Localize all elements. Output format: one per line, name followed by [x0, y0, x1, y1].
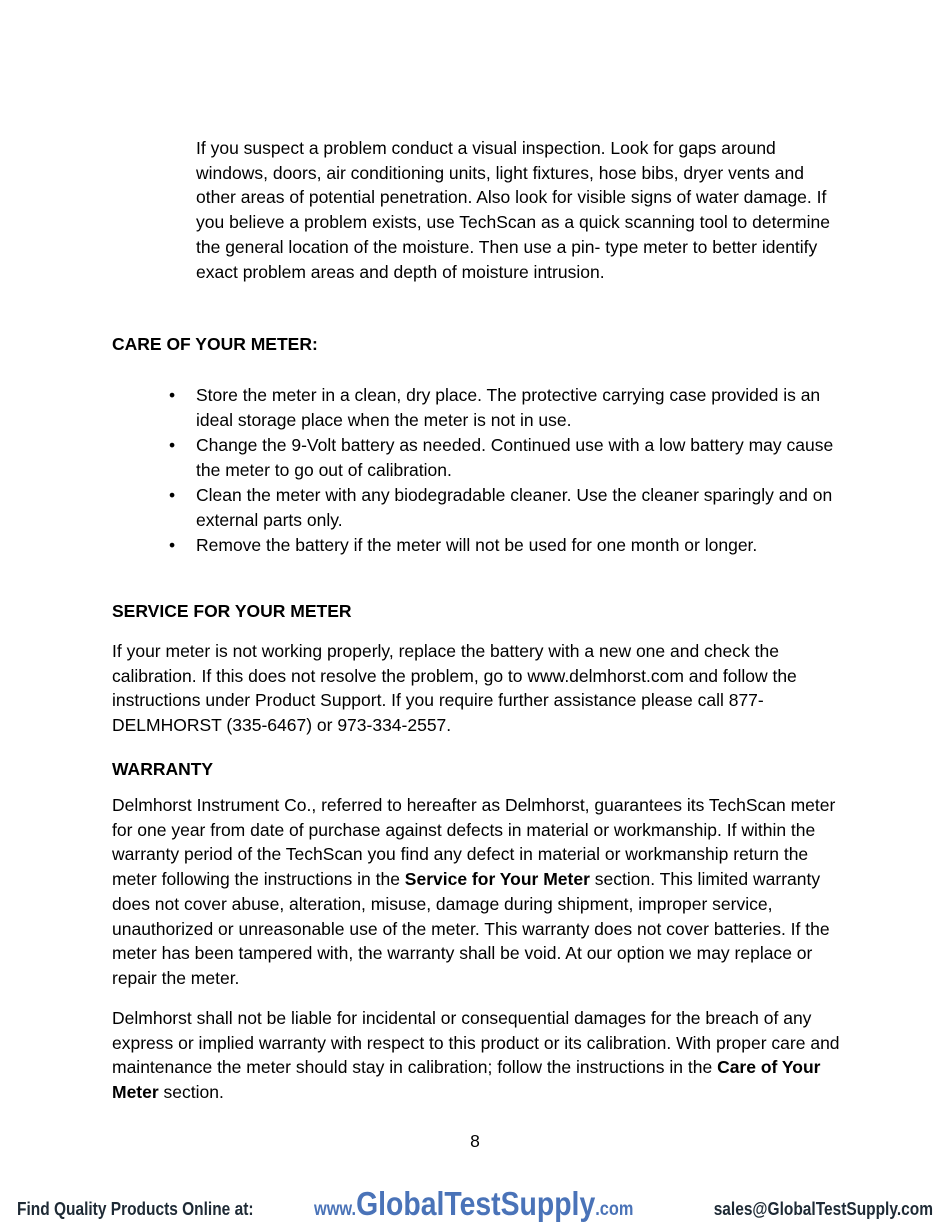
intro-paragraph: If you suspect a problem conduct a visual inspection. Look for gaps around windows, doors, air conditioning units, light fixtures, hose bibs, dryer vents and other areas of potential penetration. Also look for visible signs of water damage. If you believe a problem exists, use TechScan as a quick scanning tool to determine the general location of the moisture. Then use a pin- type meter to better identify exact problem areas and depth of moisture intrusion.: [196, 138, 830, 282]
url-main: GlobalTestSupply: [356, 1185, 596, 1222]
liability-text-start: Delmhorst shall not be liable for incidental or consequential damages for the breach of any express or implied warranty with respect to this product or its calibration. With proper care and maintenance the meter should stay in calibration; follow the instructions in the: [112, 1008, 840, 1078]
url-suffix: .com: [595, 1199, 634, 1220]
care-heading: CARE OF YOUR METER:: [112, 334, 318, 354]
service-reference-bold: Service for Your Meter: [404, 869, 590, 890]
service-heading: SERVICE FOR YOUR METER: [112, 601, 352, 621]
warranty-paragraph: [112, 793, 847, 991]
liability-paragraph: [112, 1006, 847, 1105]
footer-tagline: Find Quality Products Online at:: [17, 1199, 254, 1219]
care-item-text: Change the 9-Volt battery as needed. Continued use with a low battery may cause the meter to go out of calibration.: [196, 435, 834, 480]
warranty-text-start: Delmhorst Instrument Co., referred to hereafter as Delmhorst, guarantees its TechScan meter for one year from date of purchase against defects in material or workmanship. If within the warranty period of the TechScan you find any defect in material or workmanship return the meter following the instructions in the: [112, 795, 836, 890]
url-prefix: www.: [314, 1199, 357, 1220]
footer-email-link[interactable]: sales@GlobalTestSupply.com: [713, 1199, 933, 1219]
page-number: 8: [470, 1131, 480, 1151]
care-list: [112, 383, 847, 558]
care-item-text: Clean the meter with any biodegradable cleaner. Use the cleaner sparingly and on external parts only.: [196, 485, 833, 530]
footer-banner: [0, 1185, 950, 1229]
care-reference-bold: Care of Your Meter: [112, 1057, 821, 1103]
care-list-item: [112, 383, 847, 433]
care-list-item: [112, 533, 847, 558]
liability-text-end: section.: [158, 1082, 224, 1103]
care-list-item: [112, 433, 847, 483]
bullet-icon: •: [169, 435, 176, 455]
service-paragraph: If your meter is not working properly, replace the battery with a new one and check the calibration. If this does not resolve the problem, go to www.delmhorst.com and follow the instructions under Product Support. If you require further assistance please call 877-DELMHORST (335-6467) or 973-334-2557.: [112, 641, 797, 736]
warranty-text-end: section. This limited warranty does not cover abuse, alteration, misuse, damage during shipment, improper service, unauthorized or unreasonable use of the meter. This warranty does not cover batteries. If the meter has been tampered with, the warranty shall be void. At our option we may replace or repair the meter.: [112, 869, 830, 988]
care-list-item: [112, 483, 847, 533]
bullet-icon: •: [169, 485, 176, 505]
warranty-heading: WARRANTY: [112, 759, 214, 779]
bullet-icon: •: [169, 535, 176, 555]
bullet-icon: •: [169, 385, 176, 405]
care-item-text: Store the meter in a clean, dry place. The protective carrying case provided is an ideal storage place when the meter is not in use.: [196, 385, 821, 430]
footer-website-link[interactable]: [314, 1185, 633, 1223]
care-item-text: Remove the battery if the meter will not be used for one month or longer.: [196, 535, 758, 555]
